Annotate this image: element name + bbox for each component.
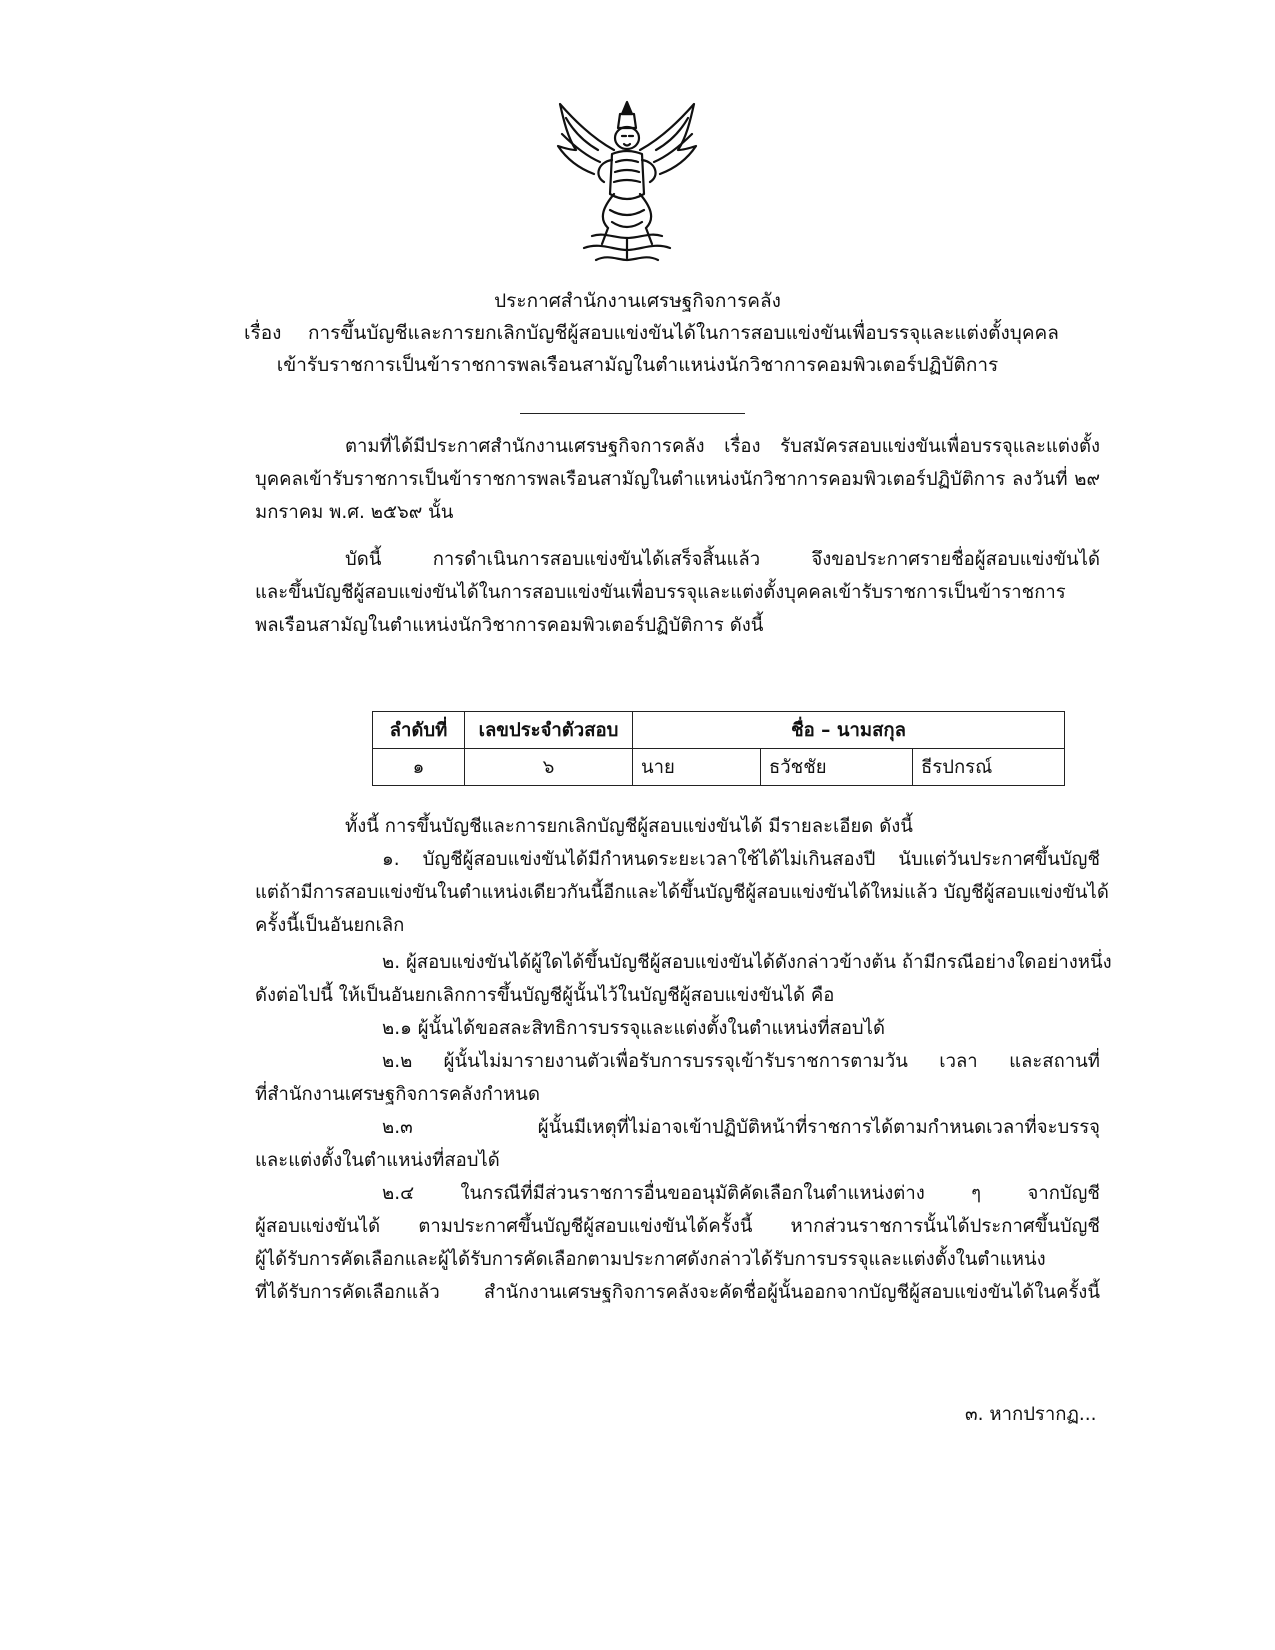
intro-line-2: บุคคลเข้ารับราชการเป็นข้าราชการพลเรือนสามัญในตำแหน่งนักวิชาการคอมพิวเตอร์ปฏิบัติการ ลงวันที่ ๒๙ <box>255 469 1100 490</box>
item-2-1: ๒.๑ ผู้นั้นได้ขอสละสิทธิการบรรจุและแต่งตั้งในตำแหน่งที่สอบได้ <box>382 1018 885 1039</box>
cell-exam-id: ๖ <box>465 749 633 786</box>
intro-line-1: ตามที่ได้มีประกาศสำนักงานเศรษฐกิจการคลัง เรื่อง รับสมัครสอบแข่งขันเพื่อบรรจุและแต่งตั้ง <box>345 436 1100 457</box>
header-full-name: ชื่อ – นามสกุล <box>633 712 1065 749</box>
announcement-line-1: บัดนี้ การดำเนินการสอบแข่งขันได้เสร็จสิ้นแล้ว จึงขอประกาศรายชื่อผู้สอบแข่งขันได้ <box>345 549 1100 570</box>
details-lead: ทั้งนี้ การขึ้นบัญชีและการยกเลิกบัญชีผู้สอบแข่งขันได้ มีรายละเอียด ดังนี้ <box>345 816 913 837</box>
header-order: ลำดับที่ <box>373 712 465 749</box>
item-2-2-line-1: ๒.๒ ผู้นั้นไม่มารายงานตัวเพื่อรับการบรรจุเข้ารับราชการตามวัน เวลา และสถานที่ <box>382 1051 1100 1072</box>
garuda-emblem-icon <box>552 98 702 266</box>
item-1-line-2: แต่ถ้ามีการสอบแข่งขันในตำแหน่งเดียวกันนี้อีกและได้ขึ้นบัญชีผู้สอบแข่งขันได้ใหม่แล้ว บัญชีผู้สอบแข่งขันได้ <box>255 882 1109 903</box>
item-2-3-line-2: และแต่งตั้งในตำแหน่งที่สอบได้ <box>255 1150 500 1171</box>
intro-line-3: มกราคม พ.ศ. ๒๕๖๙ นั้น <box>255 502 454 523</box>
item-2-4-line-2: ผู้สอบแข่งขันได้ ตามประกาศขึ้นบัญชีผู้สอบแข่งขันได้ครั้งนี้ หากส่วนราชการนั้นได้ประกาศขึ้นบัญชี <box>255 1216 1100 1237</box>
item-2-2-line-2: ที่สำนักงานเศรษฐกิจการคลังกำหนด <box>255 1084 540 1105</box>
cell-last-name: ธีรปกรณ์ <box>913 749 1065 786</box>
item-2-4-line-1: ๒.๔ ในกรณีที่มีส่วนราชการอื่นขออนุมัติคัดเลือกในตำแหน่งต่าง ๆ จากบัญชี <box>382 1183 1100 1204</box>
item-2-line-2: ดังต่อไปนี้ ให้เป็นอันยกเลิกการขึ้นบัญชีผู้นั้นไว้ในบัญชีผู้สอบแข่งขันได้ คือ <box>255 985 835 1006</box>
results-table <box>372 711 1065 786</box>
item-1-line-3: ครั้งนี้เป็นอันยกเลิก <box>255 915 405 936</box>
announcement-line-3: พลเรือนสามัญในตำแหน่งนักวิชาการคอมพิวเตอร์ปฏิบัติการ ดังนี้ <box>255 615 764 636</box>
table-row <box>373 749 1065 786</box>
cell-first-name: ธวัชชัย <box>761 749 913 786</box>
header-exam-id: เลขประจำตัวสอบ <box>465 712 633 749</box>
item-2-4-line-4: ที่ได้รับการคัดเลือกแล้ว สำนักงานเศรษฐกิจการคลังจะคัดชื่อผู้นั้นออกจากบัญชีผู้สอบแข่งขันได้ในครั้งนี้ <box>255 1282 1100 1303</box>
agency-announcement-title: ประกาศสำนักงานเศรษฐกิจการคลัง <box>494 290 781 312</box>
title-divider <box>520 413 745 414</box>
item-1-line-1: ๑. บัญชีผู้สอบแข่งขันได้มีกำหนดระยะเวลาใช้ได้ไม่เกินสองปี นับแต่วันประกาศขึ้นบัญชี <box>382 849 1100 870</box>
subject-line-1: การขึ้นบัญชีและการยกเลิกบัญชีผู้สอบแข่งขันได้ในการสอบแข่งขันเพื่อบรรจุและแต่งตั้งบุคคล <box>308 322 1059 344</box>
cell-title: นาย <box>633 749 761 786</box>
cell-order: ๑ <box>373 749 465 786</box>
subject-line-2: เข้ารับราชการเป็นข้าราชการพลเรือนสามัญในตำแหน่งนักวิชาการคอมพิวเตอร์ปฏิบัติการ <box>276 354 999 376</box>
continuation-marker: ๓. หากปรากฏ... <box>965 1404 1097 1425</box>
table-header-row <box>373 712 1065 749</box>
item-2-4-line-3: ผู้ได้รับการคัดเลือกและผู้ได้รับการคัดเลือกตามประกาศดังกล่าวได้รับการบรรจุและแต่งตั้งในตำแหน่ง <box>255 1249 1046 1270</box>
announcement-line-2: และขึ้นบัญชีผู้สอบแข่งขันได้ในการสอบแข่งขันเพื่อบรรจุและแต่งตั้งบุคคลเข้ารับราชการเป็นข้าราชการ <box>255 582 1066 603</box>
subject-label: เรื่อง <box>244 322 282 344</box>
item-2-3-line-1: ๒.๓ ผู้นั้นมีเหตุที่ไม่อาจเข้าปฏิบัติหน้าที่ราชการได้ตามกำหนดเวลาที่จะบรรจุ <box>382 1117 1100 1138</box>
item-2-line-1: ๒. ผู้สอบแข่งขันได้ผู้ใดได้ขึ้นบัญชีผู้สอบแข่งขันได้ดังกล่าวข้างต้น ถ้ามีกรณีอย่างใดอย่างหนึ่ง <box>382 952 1112 973</box>
